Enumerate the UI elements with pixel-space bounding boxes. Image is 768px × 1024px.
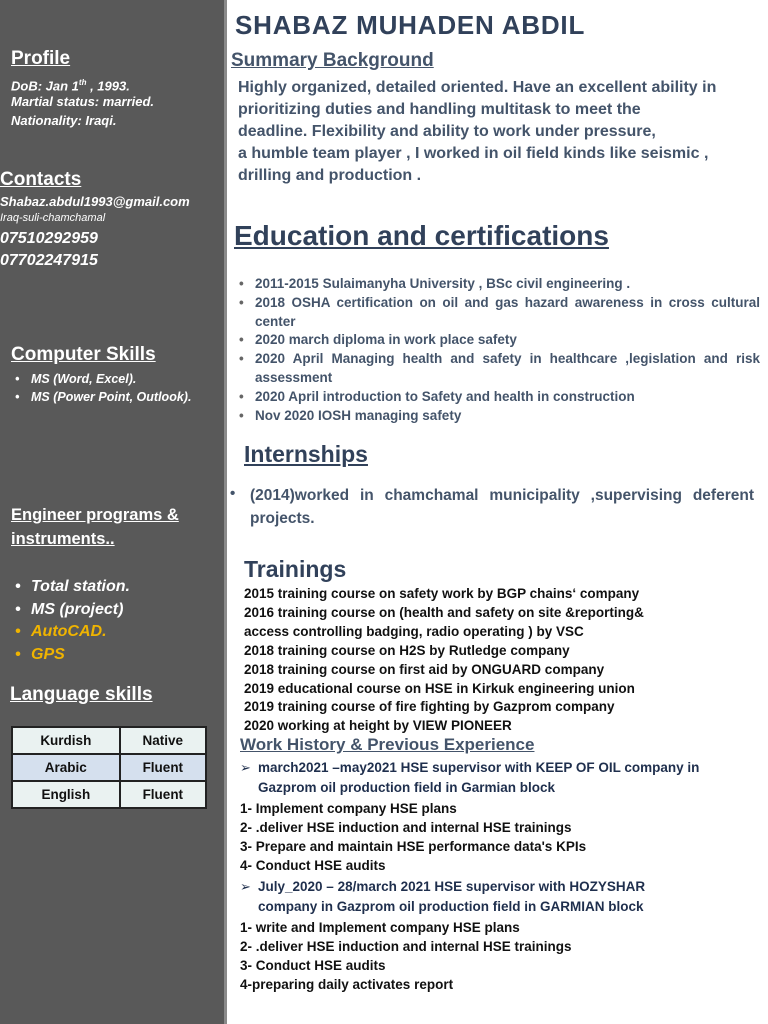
training-line: 2019 training course of fire fighting by Gazprom company	[244, 699, 615, 715]
language-heading: Language skills	[10, 684, 153, 705]
engineer-item: • Total station.	[11, 576, 211, 599]
job-task: 3- Prepare and maintain HSE performance data's KPIs	[240, 839, 587, 854]
sidebar-divider	[224, 0, 227, 1024]
education-item: • Nov 2020 IOSH managing safety	[235, 407, 760, 426]
job-task: 3- Conduct HSE audits	[240, 958, 386, 973]
language-name: English	[12, 781, 120, 808]
sidebar	[0, 0, 224, 1024]
language-level: Fluent	[120, 781, 206, 808]
computer-skill-item: • MS (Power Point, Outlook).	[11, 388, 225, 406]
training-line: 2020 working at height by VIEW PIONEER	[244, 718, 512, 734]
profile-marital: Martial status: married.	[11, 94, 155, 109]
table-row	[12, 781, 206, 808]
job-entry	[240, 877, 765, 994]
engineer-list	[11, 576, 211, 666]
training-line: access controlling badging, radio operating ) by VSC	[244, 623, 584, 639]
education-item: • 2018 OSHA certification on oil and gas hazard awareness in cross cultural center	[235, 294, 760, 332]
education-item: • 2011-2015 Sulaimanyha University , BSc civil engineering .	[235, 275, 760, 294]
engineer-item: • AutoCAD.	[11, 621, 211, 644]
computer-skills-list	[11, 370, 225, 406]
education-item: • 2020 April introduction to Safety and health in construction	[235, 388, 760, 407]
language-table	[11, 726, 207, 809]
job-tasks	[240, 799, 765, 875]
contact-email: Shabaz.abdul1993@gmail.com	[0, 194, 190, 209]
contact-phone-1: 07510292959	[0, 230, 98, 247]
summary-text: Highly organized, detailed oriented. Have an excellent ability in prioritizing duties and handling multitask to meet the deadline. Flexibility and ability to work under pressure, a humble team player , I worked in oil field kinds like seismic , drilling and production .	[238, 79, 717, 184]
profile-nationality: Nationality: Iraqi.	[11, 113, 117, 128]
job-task: 1- write and Implement company HSE plans	[240, 920, 520, 935]
job-task: 4- Conduct HSE audits	[240, 858, 386, 873]
training-line: 2019 educational course on HSE in Kirkuk engineering union	[244, 680, 635, 696]
job-tasks	[240, 918, 765, 994]
engineer-heading: Engineer programs & instruments..	[11, 506, 179, 548]
language-name: Kurdish	[12, 727, 120, 754]
contact-address: Iraq-suli-chamchamal	[0, 212, 106, 224]
arrow-icon: ➢	[240, 760, 251, 775]
education-heading: Education and certifications	[234, 220, 609, 251]
engineer-item: • GPS	[11, 644, 211, 667]
language-level: Native	[120, 727, 206, 754]
summary-heading: Summary Background	[231, 50, 434, 71]
job-task: 1- Implement company HSE plans	[240, 801, 457, 816]
computer-skill-item: • MS (Word, Excel).	[11, 370, 225, 388]
trainings-heading: Trainings	[244, 556, 347, 582]
training-line: 2018 training course on first aid by ONGUARD company	[244, 661, 605, 677]
language-name: Arabic	[12, 754, 120, 781]
education-item: • 2020 April Managing health and safety in healthcare ,legislation and risk assessment	[235, 350, 760, 388]
bullet-icon: •	[230, 485, 236, 502]
job-entry	[240, 758, 765, 875]
profile-dob: DoB: Jan 1th , 1993.	[11, 78, 130, 94]
profile-heading: Profile	[11, 48, 71, 69]
table-row	[12, 754, 206, 781]
education-item: • 2020 march diploma in work place safety	[235, 331, 760, 350]
contacts-heading: Contacts	[0, 169, 82, 190]
job-task: 4-preparing daily activates report	[240, 977, 454, 992]
internships-heading: Internships	[244, 441, 368, 467]
arrow-icon: ➢	[240, 879, 251, 894]
engineer-item: • MS (project)	[11, 599, 211, 622]
training-line: 2018 training course on H2S by Rutledge company	[244, 642, 570, 658]
computer-skills-heading: Computer Skills	[11, 344, 156, 365]
job-header: ➢ march2021 –may2021 HSE supervisor with KEEP OF OIL company in Gazprom oil production field in Garmian block	[240, 760, 700, 795]
training-line: 2016 training course on (health and safety on site &reporting&	[244, 604, 644, 620]
work-heading: Work History & Previous Experience	[240, 735, 535, 754]
trainings-list	[244, 585, 644, 736]
training-line: 2015 training course on safety work by BGP chains‘ company	[244, 586, 640, 601]
job-task: 2- .deliver HSE induction and internal HSE trainings	[240, 939, 572, 954]
person-name: SHABAZ MUHADEN ABDIL	[235, 10, 586, 40]
contact-phone-2: 07702247915	[0, 252, 98, 269]
table-row	[12, 727, 206, 754]
job-task: 2- .deliver HSE induction and internal HSE trainings	[240, 820, 572, 835]
language-level: Fluent	[120, 754, 206, 781]
education-list	[235, 275, 760, 425]
job-header: ➢ July_2020 – 28/march 2021 HSE supervisor with HOZYSHAR company in Gazprom oil production field in GARMIAN block	[240, 879, 646, 914]
internship-item: • (2014)worked in chamchamal municipality ,supervising deferent projects.	[230, 485, 754, 527]
